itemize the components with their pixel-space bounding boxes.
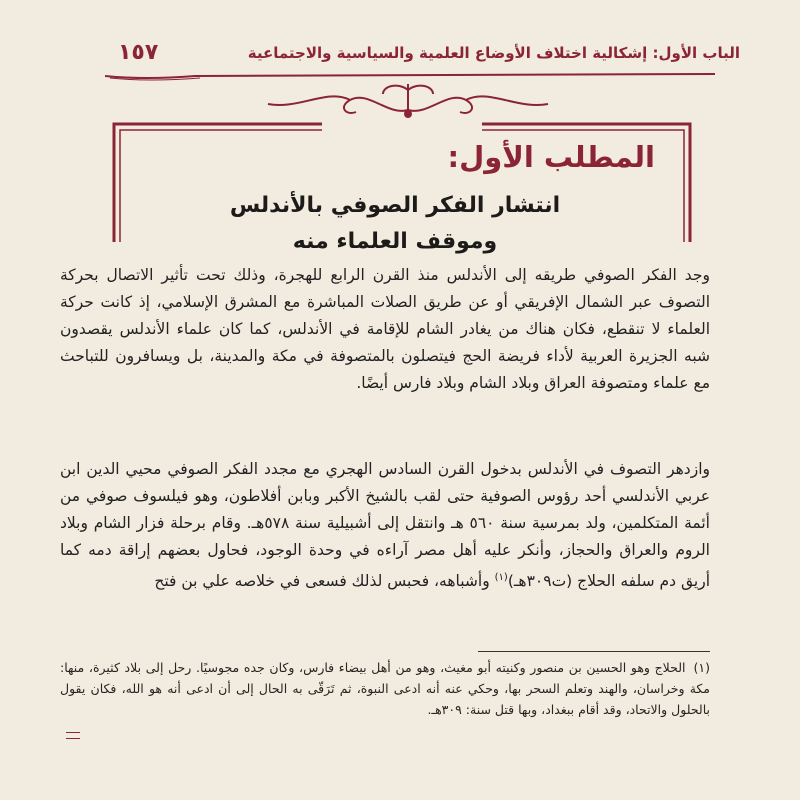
footnote-reference: (١) xyxy=(494,572,508,583)
body-paragraph-2 xyxy=(60,456,710,595)
chapter-title-line-2: وموقف العلماء منه xyxy=(292,229,498,254)
margin-mark xyxy=(66,732,80,739)
paragraph-2-tail: وأشباهه، فحبس لذلك فسعى في خلاصه علي بن فتح xyxy=(154,572,495,591)
section-label: المطلب الأول: xyxy=(447,140,655,174)
running-head: الباب الأول: إشكالية اختلاف الأوضاع العلمية والسياسية والاجتماعية xyxy=(247,44,740,62)
page-number: ١٥٧ xyxy=(118,40,159,65)
footnote xyxy=(60,657,710,720)
chapter-title-line-1: انتشار الفكر الصوفي بالأندلس xyxy=(229,193,561,218)
footnote-text: الحلاج وهو الحسين بن منصور وكنيته أبو مغيث، وهو من أهل بيضاء فارس، وكان جده مجوسيًا. رحل إلى بلاد كثيرة، منها: مكة وخراسان، والهند وتعلم السحر بها، وحكي عنه أنه ادعى النبوة، ثم تَرَقّى به الحال إلى أن ادعى أنه هو الله، فكان يقول بالحلول والاتحاد، وقد أقام ببغداد، وبها قتل سنة: ٣٠٩هـ. xyxy=(60,660,710,717)
footnote-separator xyxy=(478,651,710,652)
body-paragraph-1: وجد الفكر الصوفي طريقه إلى الأندلس منذ القرن الرابع للهجرة، وذلك تحت تأثير الاتصال بحركة التصوف عبر الشمال الإفريقي أو عن طريق الصلات المباشرة مع المشرق الإسلامي، إذ كانت حركة العلماء لا تنقطع، فكان هناك من يغادر الشام للإقامة في الأندلس، كما كان علماء الأندلس يقصدون شبه الجزيرة العربية لأداء فريضة الحج فيتصلون بالمتصوفة في مكة والمدينة، بل ويسافرون للتباحث مع علماء ومتصوفة العراق وبلاد الشام وبلاد فارس أيضًا. xyxy=(60,266,710,392)
paragraph-2-text: وازدهر التصوف في الأندلس بدخول القرن السادس الهجري مع مجدد الفكر الصوفي محيي الدين ابن عربي الأندلسي أحد رؤوس الصوفية حتى لقب بالشيخ الأكبر وبابن أفلاطون، وهو فيلسوف صوفي من أئمة المتكلمين، ولد بمرسية سنة ٥٦٠ هـ وانتقل إلى أشبيلية سنة ٥٧٨هـ. وقام برحلة فزار الشام وبلاد الروم والعراق والحجاز، وأنكر عليه أهل مصر آراءه في وحدة الوجود، فحاول بعضهم إراقة دمه كما أريق دم سلفه الحلاج (ت٣٠٩هـ) xyxy=(60,460,710,591)
footnote-number: (١) xyxy=(693,660,710,675)
